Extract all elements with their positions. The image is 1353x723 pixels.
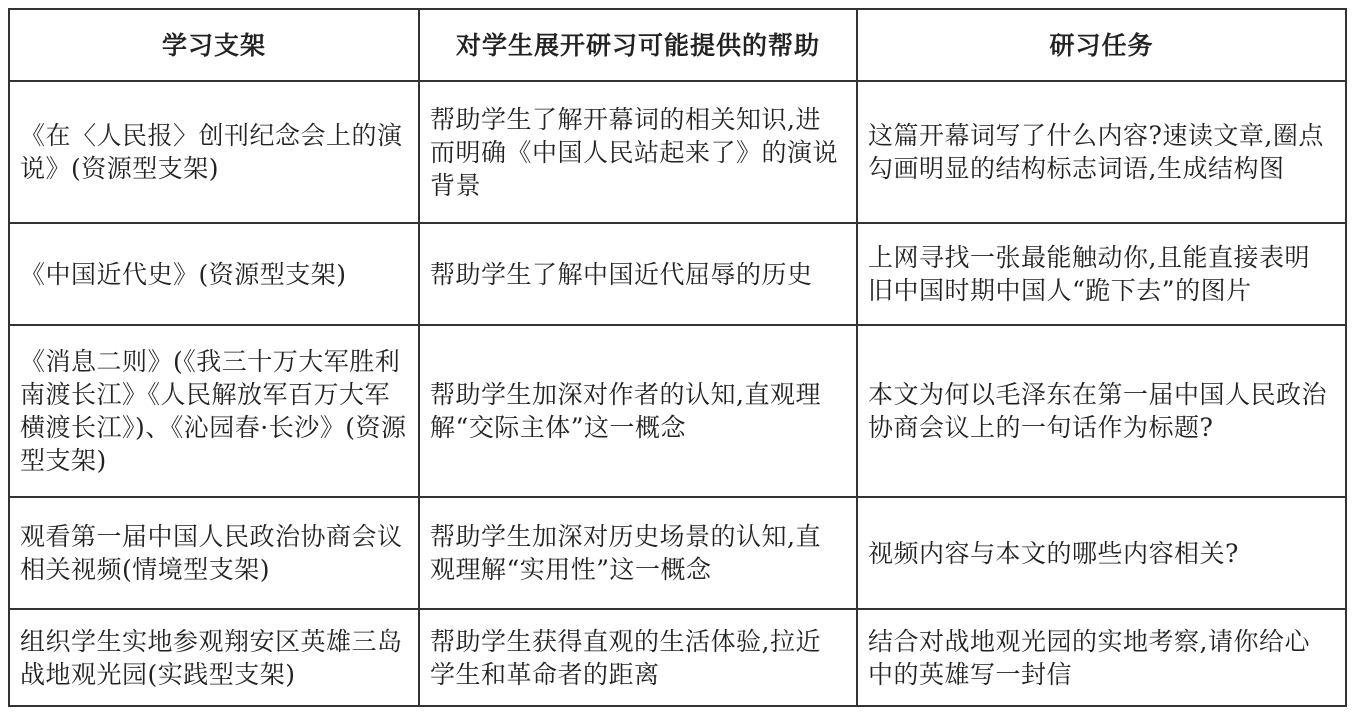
header-help: 对学生展开研习可能提供的帮助 xyxy=(419,9,857,81)
header-row xyxy=(9,9,1346,81)
header-scaffold: 学习支架 xyxy=(9,9,419,81)
cell-help: 帮助学生了解中国近代屈辱的历史 xyxy=(419,223,857,325)
cell-task: 结合对战地观光园的实地考察,请你给心中的英雄写一封信 xyxy=(857,609,1346,706)
table-row xyxy=(9,325,1346,497)
cell-scaffold: 《消息二则》(《我三十万大军胜利南渡长江》《人民解放军百万大军横渡长江》)、《沁园春·长沙》(资源型支架) xyxy=(9,325,419,497)
cell-help: 帮助学生了解开幕词的相关知识,进而明确《中国人民站起来了》的演说背景 xyxy=(419,81,857,223)
table-row xyxy=(9,497,1346,609)
cell-scaffold: 《中国近代史》(资源型支架) xyxy=(9,223,419,325)
table-row xyxy=(9,81,1346,223)
cell-help: 帮助学生加深对作者的认知,直观理解“交际主体”这一概念 xyxy=(419,325,857,497)
cell-task: 视频内容与本文的哪些内容相关? xyxy=(857,497,1346,609)
cell-scaffold: 观看第一届中国人民政治协商会议相关视频(情境型支架) xyxy=(9,497,419,609)
table-row xyxy=(9,223,1346,325)
table-row xyxy=(9,609,1346,706)
cell-task: 这篇开幕词写了什么内容?速读文章,圈点勾画明显的结构标志词语,生成结构图 xyxy=(857,81,1346,223)
cell-task: 上网寻找一张最能触动你,且能直接表明旧中国时期中国人“跪下去”的图片 xyxy=(857,223,1346,325)
cell-scaffold: 组织学生实地参观翔安区英雄三岛战地观光园(实践型支架) xyxy=(9,609,419,706)
scaffold-table xyxy=(8,8,1347,707)
cell-scaffold: 《在〈人民报〉创刊纪念会上的演说》(资源型支架) xyxy=(9,81,419,223)
cell-help: 帮助学生获得直观的生活体验,拉近学生和革命者的距离 xyxy=(419,609,857,706)
cell-help: 帮助学生加深对历史场景的认知,直观理解“实用性”这一概念 xyxy=(419,497,857,609)
scaffold-table-container xyxy=(8,8,1347,707)
cell-task: 本文为何以毛泽东在第一届中国人民政治协商会议上的一句话作为标题? xyxy=(857,325,1346,497)
header-task: 研习任务 xyxy=(857,9,1346,81)
